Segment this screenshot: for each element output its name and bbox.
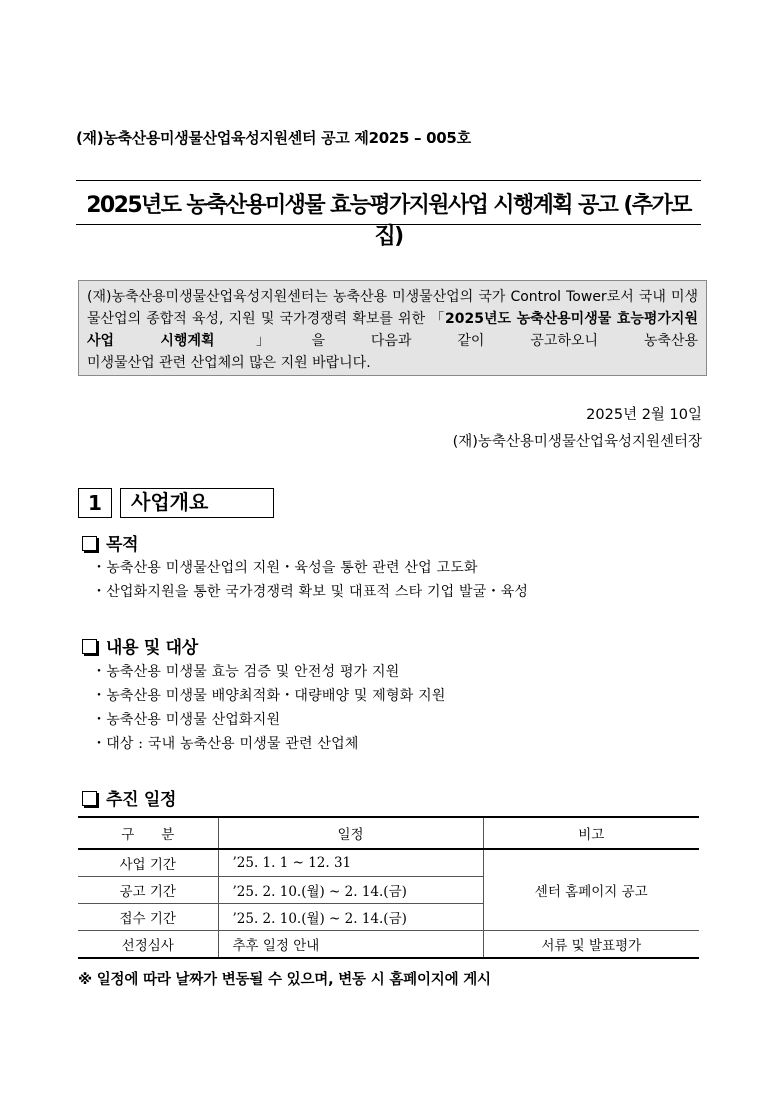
title-top-rule [76,180,701,181]
content-item: ・농축산용 미생물 배양최적화・대량배양 및 제형화 지원 [92,688,446,704]
table-header-row [78,817,699,849]
notice-date: 2025년 2월 10일 [586,407,702,423]
table-row [78,931,699,959]
table-cell: ’25. 2. 10.(월) ~ 2. 14.(금) [218,904,483,931]
content-heading-label: 내용 및 대상 [106,638,198,658]
column-header: 일정 [218,817,483,849]
purpose-heading-label: 목적 [106,535,139,555]
page-title: 2025년도 농축산용미생물 효능평가지원사업 시행계획 공고 (추가모집) [86,193,691,249]
column-header: 비고 [483,817,699,849]
section-title: 사업개요 [120,488,274,518]
title-bottom-rule [76,224,701,225]
schedule-table [78,816,699,959]
table-cell: ’25. 2. 10.(월) ~ 2. 14.(금) [218,877,483,904]
table-cell-note: 센터 홈페이지 공고 [483,849,699,931]
column-header: 구 분 [78,817,218,849]
content-heading [82,633,198,658]
intro-text-3: 미생물산업 관련 산업체의 많은 지원 바랍니다. [87,355,371,371]
table-cell: 선정심사 [78,931,218,959]
content-item: ・농축산용 미생물 효능 검증 및 안전성 평가 지원 [92,664,400,680]
content-item: ・농축산용 미생물 산업화지원 [92,712,281,728]
section-heading [78,488,274,518]
intro-text-2: 」을 다음과 같이 공고하오니 농축산용 [214,333,698,349]
table-cell: 접수 기간 [78,904,218,931]
checkbox-square-icon [82,639,97,654]
footnote: ※ 일정에 따라 날짜가 변동될 수 있으며, 변동 시 홈페이지에 게시 [78,972,491,988]
table-cell: 사업 기간 [78,849,218,877]
intro-program-name: 2025년도 농축산용미생물 효능평가지원사업 시행계획 [87,311,698,349]
purpose-item: ・농축산용 미생물산업의 지원・육성을 통한 관련 산업 고도화 [92,560,478,576]
section-number: 1 [78,488,112,518]
purpose-item: ・산업화지원을 통한 국가경쟁력 확보 및 대표적 스타 기업 발굴・육성 [92,584,529,600]
intro-text-1: (재)농축산용미생물산업육성지원센터는 농축산용 미생물산업의 국가 Control Tower로서 국내 미생물산업의 종합적 육성, 지원 및 국가경쟁력 확보를 위한 「 [87,289,698,327]
content-item: ・대상 : 국내 농축산용 미생물 관련 산업체 [92,736,359,752]
table-cell-note: 서류 및 발표평가 [483,931,699,959]
issuer: (재)농축산용미생물산업육성지원센터장 [452,434,702,450]
checkbox-square-icon [82,791,97,806]
intro-box [78,280,707,376]
purpose-heading [82,530,138,555]
table-cell: 공고 기간 [78,877,218,904]
table-cell: 추후 일정 안내 [218,931,483,959]
checkbox-square-icon [82,536,97,551]
table-cell: ’25. 1. 1 ~ 12. 31 [218,849,483,877]
schedule-heading [82,785,176,810]
table-row [78,849,699,877]
schedule-heading-label: 추진 일정 [106,790,177,810]
notice-number: (재)농축산용미생물산업육성지원센터 공고 제2025 – 005호 [76,129,471,147]
